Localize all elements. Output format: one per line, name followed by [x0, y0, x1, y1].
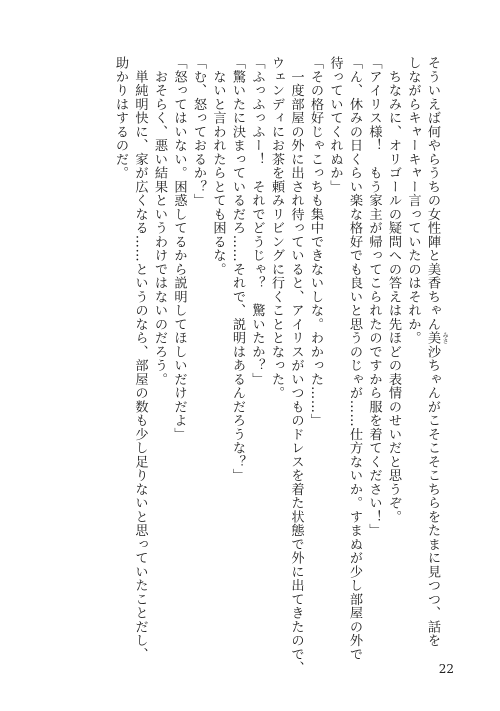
text-line-3: ちなみに、オリゴールの疑問への答えは先ほどの表情のせいだと思うぞ。 [386, 56, 401, 524]
text-line-1-head: そういえば何やらうちの女性陣と美香ちゃん [425, 56, 440, 331]
text-line-6: 待っていてくれぬか」 [327, 56, 343, 194]
text-line-11: 「驚いたに決まっているだろ……それで、説明はあるんだろうな？」 [230, 56, 245, 483]
text-line-13: 「む、怒っておるか？」 [191, 56, 206, 208]
text-line-7: 「その格好じゃこっちも集中できないしな。わかった……」 [308, 56, 323, 428]
text-line-1 [423, 56, 448, 656]
text-line-16: 単純明快に、家が広くなる……というのなら、部屋の数も少し足りないと思っていたことだし、 [132, 56, 148, 661]
text-line-4: 「アイリス様！ もう家主が帰ってこられたのですから服を着てください！」 [366, 56, 382, 538]
text-line-17: 助かりはするのだ。 [113, 56, 128, 180]
text-line-10: 「ふっふっふー！ それでどうじゃ？ 驚いたか？」 [249, 56, 265, 386]
ruby-reading: みさ [441, 332, 448, 344]
text-line-12: ないと言われたらとても困るな。 [210, 56, 226, 276]
page-number: 22 [438, 662, 454, 676]
text-line-14: 「怒ってはいない。困惑してるから説明してほしいだけだよ」 [171, 56, 187, 441]
text-line-8: 一度部屋の外に出され待っていると、アイリスがいつものドレスを着た状態で外に出てきたので、 [288, 56, 304, 675]
text-line-15: おそらく、悪い結果というわけではないのだろう。 [152, 56, 167, 386]
text-line-2: しながらキャーキャー言っていたのはそれか。 [405, 56, 421, 345]
text-line-1-tail: ちゃんがこそこそこちらをたまに見つつ、話を [425, 358, 440, 648]
ruby-base: 美沙 みさ [425, 331, 448, 359]
text-line-9: ウェンディにお茶を頼みリビングに行くこととなった。 [269, 56, 284, 400]
text-line-5: 「ん、休みの日くらい楽な格好でも良いと思うのじゃが……仕方ないか。すまぬが少し部屋の外で [347, 56, 362, 661]
